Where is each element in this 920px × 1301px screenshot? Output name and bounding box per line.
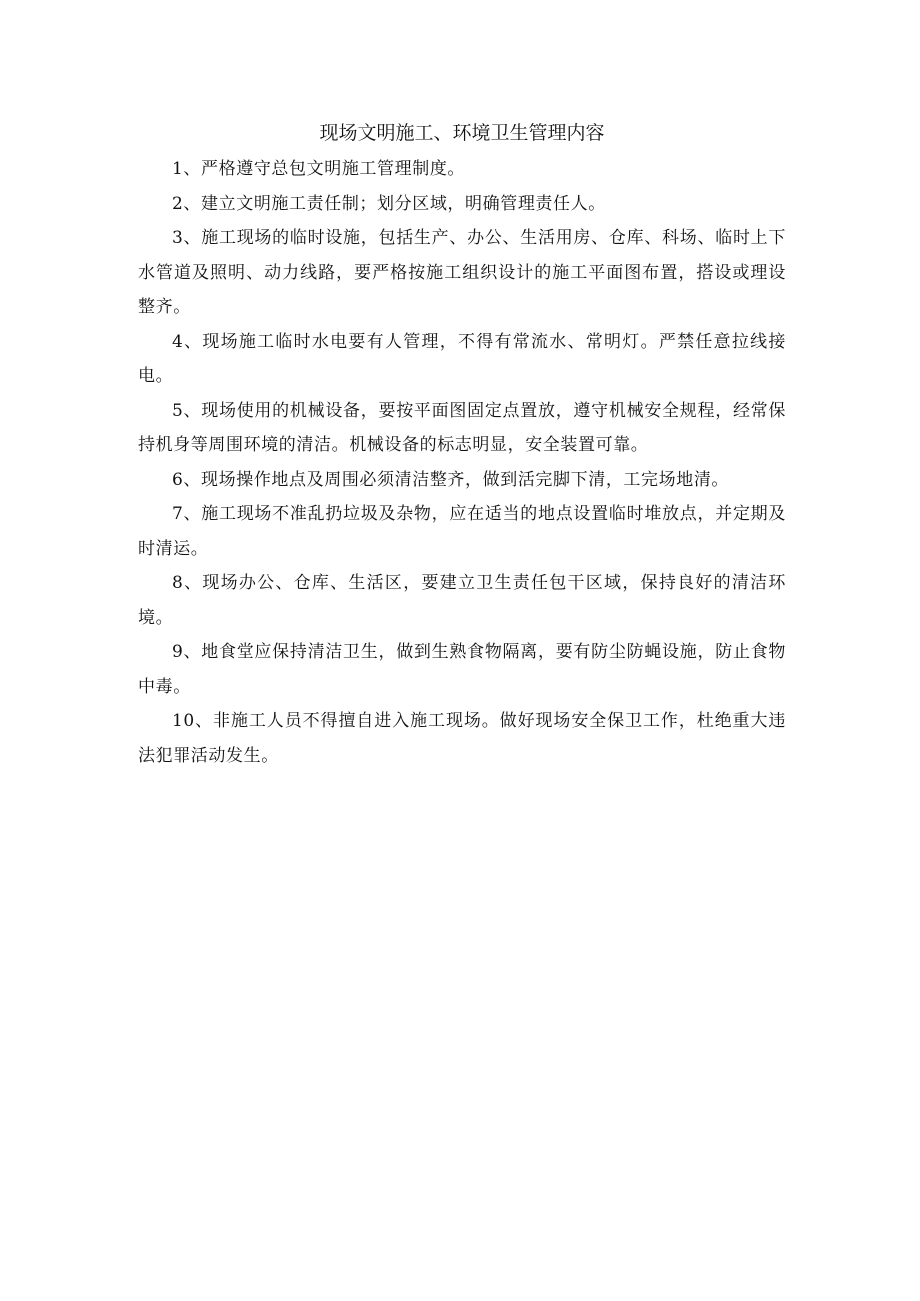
document-body (138, 116, 786, 773)
paragraph-3: 3、施工现场的临时设施，包括生产、办公、生活用房、仓库、科场、临时上下水管道及照明、动力线路，要严格按施工组织设计的施工平面图布置，搭设或理设整齐。 (138, 228, 786, 317)
paragraph-8: 8、现场办公、仓库、生活区，要建立卫生责任包干区域，保持良好的清洁环境。 (138, 573, 786, 628)
paragraph-10: 10、非施工人员不得擅自进入施工现场。做好现场安全保卫工作，杜绝重大违法犯罪活动发生。 (138, 711, 786, 766)
paragraph-1: 1、严格遵守总包文明施工管理制度。 (172, 159, 466, 179)
paragraph-4: 4、现场施工临时水电要有人管理，不得有常流水、常明灯。严禁任意拉线接电。 (138, 331, 786, 386)
paragraph-5: 5、现场使用的机械设备，要按平面图固定点置放，遵守机械安全规程，经常保持机身等周围环境的清洁。机械设备的标志明显，安全装置可靠。 (138, 400, 786, 455)
paragraph-2: 2、建立文明施工责任制；划分区域，明确管理责任人。 (172, 193, 606, 214)
document-title: 现场文明施工、环境卫生管理内容 (319, 122, 605, 144)
paragraph-6: 6、现场操作地点及周围必须清洁整齐，做到活完脚下清，工完场地清。 (172, 469, 730, 490)
paragraph-9: 9、地食堂应保持清洁卫生，做到生熟食物隔离，要有防尘防蝇设施，防止食物中毒。 (138, 642, 786, 697)
paragraph-7: 7、施工现场不准乱扔垃圾及杂物，应在适当的地点设置临时堆放点，并定期及时清运。 (138, 504, 786, 559)
